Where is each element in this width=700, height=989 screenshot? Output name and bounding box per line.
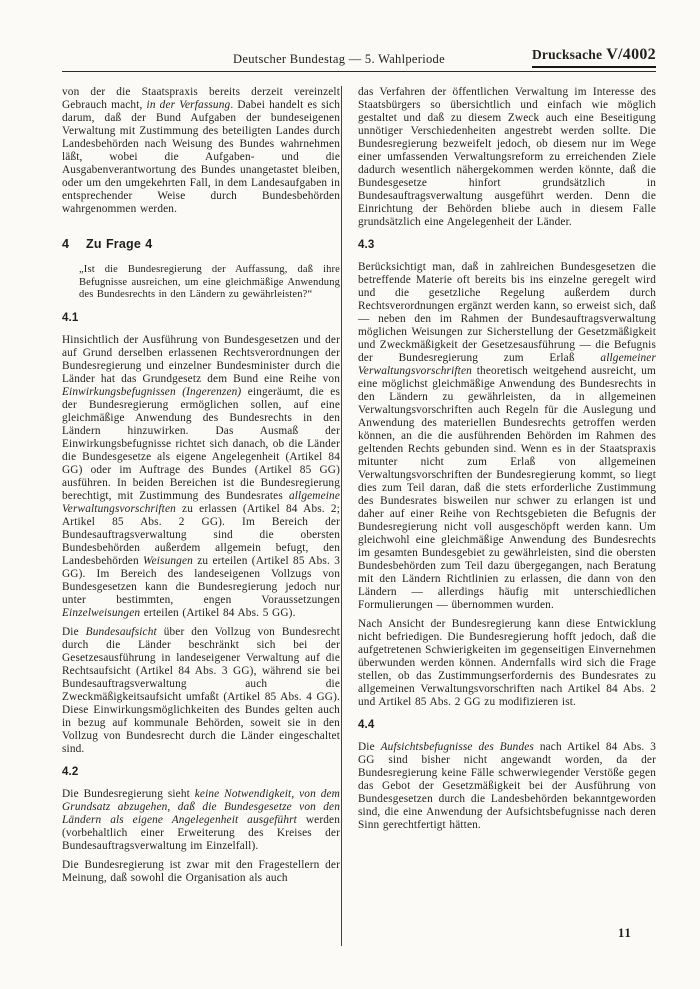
body-text: eingeräumt, die es der Bundesregierung ermöglichen sollen, auf eine gleichmäßige Anwendung des Bundesrechts in den Ländern hinzuwirken. Das Ausmaß der Einwirkungsbefugnisse richtet sich danach, ob die Länder die Bundesgesetze als eigene Angelegenheit (Artikel 84 GG) oder im Auftrage des Bundes (Artikel 85 GG) ausführen. In beiden Bereichen ist die Bundesregierung berechtigt, mit Zustimmung des Bundesrates bbox=[62, 385, 340, 502]
body-text: zu erteilen (Artikel 85 Abs. 3 GG). Im Bereich des landeseigenen Vollzugs von Bundesgesetzen kann die Bundesregierung jedoch nur unter bestimmten, engen Voraussetzungen bbox=[62, 554, 340, 606]
page-header bbox=[62, 44, 656, 72]
subsection-number: 4.4 bbox=[358, 719, 375, 731]
body-text: zu erlassen (Artikel 84 Abs. 2; Artikel 85 Abs. 2 GG). Im Bereich der Bundesauftragsverwaltung sind die obersten Bundesbehörden außerdem allgemein befugt, den Landesbehörden bbox=[62, 502, 340, 567]
right-column bbox=[358, 86, 656, 838]
paragraph bbox=[358, 618, 656, 709]
header-rule bbox=[62, 71, 656, 72]
page-number: 11 bbox=[618, 926, 632, 940]
column-divider bbox=[341, 86, 342, 946]
journal-title: Deutscher Bundestag — 5. Wahlperiode bbox=[233, 52, 445, 66]
body-text: Die bbox=[62, 625, 86, 638]
emphasized-text: Bundesaufsicht bbox=[85, 625, 157, 638]
body-text: über den Vollzug von Bundesrecht durch die Länder beschränkt sich bei der Gesetzesausführung in landeseigener Verwaltung auf die Rechtsaufsicht (Artikel 84 Abs. 3 GG), während sie bei Bundesauftragsverwaltung auch die Zweckmäßigkeitsaufsicht umfaßt (Artikel 85 Abs. 4 GG). Diese Einwirkungsmöglichkeiten des Bundes gelten auch in bezug auf kommunale Behörden, soweit sie in den Vollzug von Bundesrecht durch die Länder eingeschaltet sind. bbox=[62, 625, 340, 755]
paragraph bbox=[62, 859, 340, 885]
body-text: erteilen (Artikel 84 Abs. 5 GG). bbox=[140, 606, 296, 619]
subsection-number: 4.3 bbox=[358, 239, 375, 251]
paragraph bbox=[62, 626, 340, 756]
document-number-value: V/4002 bbox=[606, 46, 656, 63]
body-text: Die bbox=[358, 741, 381, 753]
subsection-number: 4.1 bbox=[62, 311, 79, 324]
paragraph bbox=[62, 788, 340, 853]
section-number: 4 bbox=[62, 237, 70, 251]
emphasized-text: allgemeine Verwaltungsvorschriften bbox=[62, 489, 340, 515]
body-text: „Ist die Bundesregierung der Auffassung, daß ihre Befugnisse ausreichen, um eine gleichmäßige Anwendung des Bundesrechts in den Ländern zu gewährleisten?“ bbox=[79, 264, 340, 301]
emphasized-text: Einwirkungsbefugnissen (Ingerenzen) bbox=[62, 385, 242, 398]
section-heading bbox=[62, 238, 340, 251]
subsection-number: 4.2 bbox=[62, 765, 79, 778]
paragraph bbox=[62, 334, 340, 620]
emphasized-text: allgemeiner Verwaltungsvorschriften bbox=[358, 352, 656, 377]
paragraph bbox=[358, 741, 656, 832]
question-quote bbox=[62, 264, 340, 302]
left-column bbox=[62, 86, 340, 891]
body-text: Die Bundesregierung sieht bbox=[62, 787, 195, 800]
paragraph bbox=[358, 261, 656, 612]
body-text: Die Bundesregierung ist zwar mit den Fragestellern der Meinung, daß sowohl die Organisation als auch bbox=[62, 858, 340, 884]
body-text: nach Artikel 84 Abs. 3 GG sind bisher nicht angewandt worden, da der Bundesregierung keine Fälle schwerwiegender Verstöße gegen das Gebot der Gesetzmäßigkeit bei der Ausführung von Bundesgesetzen durch die Landesbehörden bekanntgeworden sind, die eine Anwendung der Aufsichtsbefugnisse nach deren Sinn gerechtfertigt hätten. bbox=[358, 741, 656, 831]
body-text: Hinsichtlich der Ausführung von Bundesgesetzen und der auf Grund derselben erlassenen Rechtsverordnungen der Bundesregierung und einzelner Bundesminister durch die Länder hat das Grundgesetz dem Bund eine Reihe von bbox=[62, 333, 340, 385]
body-text: Berücksichtigt man, daß in zahlreichen Bundesgesetzen die betreffende Materie oft bereits bis ins einzelne geregelt wird und die gesetzliche Regelung außerdem durch Rechtsverordnungen ergänzt werden kann, so erweist sich, daß — neben den im Rahmen der Bundesauftragsverwaltung möglichen Weisungen zur Sicherstellung der Gesetzmäßigkeit und Zweckmäßigkeit der Gesetzesausführung — die Befugnis der Bundesregierung zum Erlaß bbox=[358, 261, 656, 364]
emphasized-text: in der Verfassung bbox=[146, 99, 231, 111]
document-number bbox=[532, 46, 656, 68]
paragraph bbox=[358, 86, 656, 229]
body-text: werden (vorbehaltlich einer Erweiterung des Kreises der Bundesauftragsverwaltung im Einzelfall). bbox=[62, 813, 340, 852]
body-text: das Verfahren der öffentlichen Verwaltung im Interesse des Staatsbürgers so übersichtlich und einfach wie möglich gestaltet und daß zu diesem Zweck auch eine Beseitigung unnötiger Verschiedenheiten angestrebt werden sollte. Die Bundesregierung bezweifelt jedoch, ob diesem nur im Wege einer umfassenden Verwaltungsreform zu erreichenden Ziele dadurch wesentlich nähergekommen werden könnte, daß die Bundesgesetze hinfort grundsätzlich in Bundesauftragsverwaltung ausgeführt werden. Denn die Einrichtung der Behörden bliebe auch in diesem Falle grundsätzlich eine Angelegenheit der Länder. bbox=[358, 86, 656, 228]
emphasized-text: Aufsichtsbefugnisse des Bundes bbox=[380, 741, 534, 753]
emphasized-text: Einzelweisungen bbox=[62, 606, 141, 619]
paragraph bbox=[62, 86, 340, 216]
section-title: Zu Frage 4 bbox=[86, 237, 153, 251]
body-text: theoretisch weitgehend ausreicht, um eine möglichst gleichmäßige Anwendung des Bundesrechts in den Ländern zu gewährleisten, da in allgemeinen Verwaltungsvorschriften auch Regeln für die Auslegung und Anwendung des materiellen Bundesrechts getroffen werden können, an die die ausführenden Behörden im Rahmen des geltenden Rechts gebunden sind. Wenn es in der Staatspraxis mitunter nicht zum Erlaß von allgemeinen Verwaltungsvorschriften der Bundesregierung kommt, so liegt dies zum Teil daran, daß die stets erforderliche Zustimmung des Bundesrates bisweilen nur schwer zu erlangen ist und daher auf einer Reihe von Rechtsgebieten die Befugnis der Bundesregierung nicht voll ausgeschöpft werden kann. Um gleichwohl eine gleichmäßige Anwendung des Bundesrechts im gesamten Bundesgebiet zu gewährleisten, sind die obersten Bundesbehörden zum Teil dazu übergegangen, nach Beratung mit den Ländern Richtlinien zu erlassen, die dann von den Ländern — allerdings häufig mit unterschiedlichen Formulierungen — übernommen wurden. bbox=[358, 365, 656, 611]
body-text: . Dabei handelt es sich darum, daß der Bund Aufgaben der bundeseigenen Verwaltung mit Zustimmung des beteiligten Landes durch Landesbehörden nach Weisung des Bundes wahrnehmen läßt, wobei die Aufgaben- und die Ausgabenverantwortung des Bundes unangetastet bleiben, oder um den umgekehrten Fall, in dem Landesaufgaben in entsprechender Weise durch Bundesbehörden wahrgenommen werden. bbox=[62, 99, 340, 215]
document-number-label: Drucksache bbox=[531, 47, 603, 62]
emphasized-text: Weisungen bbox=[143, 554, 193, 567]
body-text: Nach Ansicht der Bundesregierung kann diese Entwicklung nicht befriedigen. Die Bundesregierung hofft jedoch, daß die aufgetretenen Schwierigkeiten im gegenseitigen Einvernehmen überwunden werden können. Andernfalls wird sich die Frage stellen, ob das Zustimmungserfordernis des Bundesrates zu allgemeinen Verwaltungsvorschriften nach Artikel 84 Abs. 2 und Artikel 85 Abs. 2 GG zu modifizieren ist. bbox=[358, 618, 656, 708]
body-text: von der die Staatspraxis bereits derzeit vereinzelt Gebrauch macht, bbox=[62, 86, 340, 111]
emphasized-text: keine Notwendigkeit, von dem Grundsatz abzugehen, daß die Bundesgesetze von den Ländern als eigene Angelegenheit ausgeführt bbox=[62, 787, 340, 826]
